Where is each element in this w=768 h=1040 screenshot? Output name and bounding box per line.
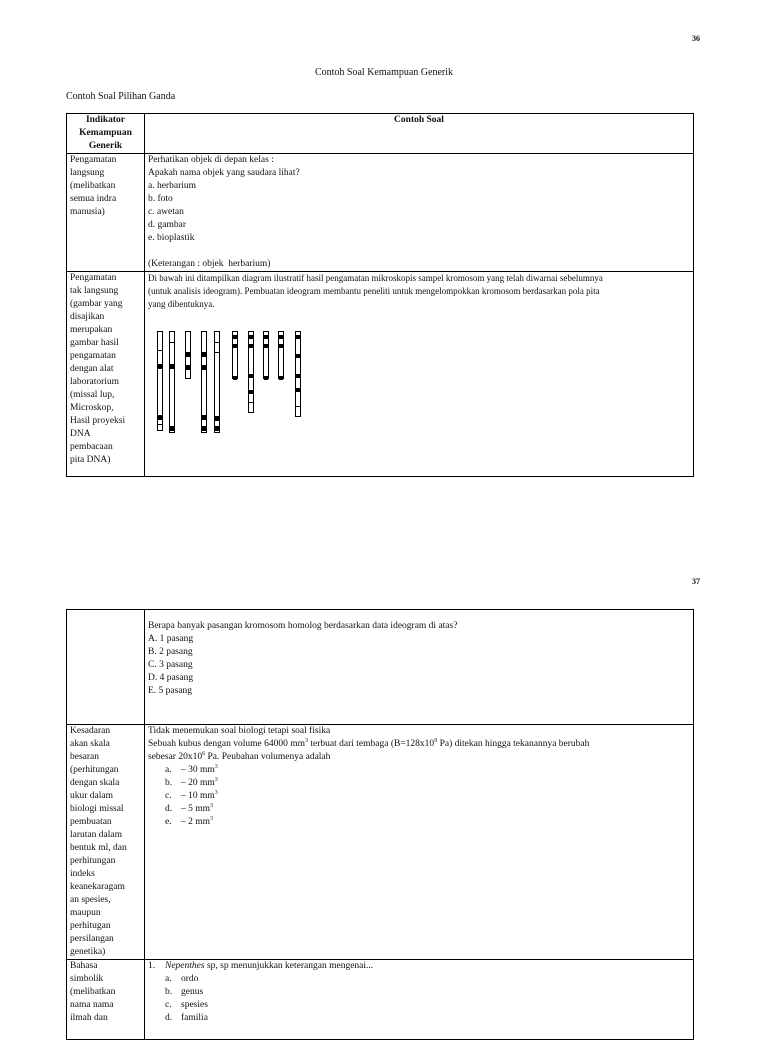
indicator-cell: Bahasa simbolik (melibatkan nama nama ilmah dan: [67, 960, 145, 1040]
chromosome: [232, 331, 238, 379]
indicator-cell: [67, 610, 145, 725]
answer-option: d. familia: [165, 1013, 208, 1023]
question-cell: Di bawah ini ditampilkan diagram ilustratif hasil pengamatan mikroskopis sampel kromosom yang telah diwarnai sebelumnya (untuk analisis ideogram). Pembuatan ideogram membantu peneliti untuk mengelompokkan kromosom berdasarkan pola pita yang dibentuknya.: [145, 272, 694, 477]
indicator-cell: Pengamatan tak langsung (gambar yang disajikan merupakan gambar hasil pengamatan dengan alat laboratorium (missal lup, Microskop, Hasil proyeksi DNA pembacaan pita DNA): [67, 272, 145, 477]
answer-option: e. – 2 $mm^3$: [165, 815, 214, 827]
question-intro: Tidak menemukan soal biologi tetapi soal fisika: [148, 726, 331, 736]
question-cell: Perhatikan objek di depan kelas : Apakah nama objek yang saudara lihat? a. herbarium b. foto c. awetan d. gambar e. bioplastik (Keterangan : objek herbarium): [145, 154, 694, 272]
page-number: 37: [692, 577, 700, 586]
chromosome: [185, 331, 191, 379]
question-table-page-37: [66, 609, 694, 1040]
answer-option: c. spesies: [165, 1000, 208, 1010]
question-cell: [145, 960, 694, 1040]
chromosome: [295, 331, 301, 417]
section-subtitle: Contoh Soal Pilihan Ganda: [66, 91, 176, 102]
answer-option: b. – 20 $mm^3$: [165, 776, 218, 788]
chromosome: [263, 331, 269, 379]
indicator-cell: Kesadaran akan skala besaran (perhitungan dengan skala ukur dalam biologi missal pembuatan larutan dalam bentuk ml, dan perhitungan indeks keanekaragam an spesies, maupun perhitugan persilangan genetika): [67, 725, 145, 960]
chromosome: [201, 331, 207, 433]
answer-option: c. – 10 $mm^3$: [165, 789, 218, 801]
page-number: 36: [692, 34, 700, 43]
answer-option: b. genus: [165, 987, 204, 997]
header-indicator: Indikator Kemampuan Generik: [67, 114, 145, 154]
chromosome: [278, 331, 284, 379]
question-text: 1. Nepenthes sp, sp menunjukkan keterangan mengenai...: [148, 961, 374, 971]
question-text: Sebuah kubus dengan volume 64000 $mm^3$ terbuat dari tembaga ($B=128x10^9$ Pa) ditekan hingga tekanannya berubah: [148, 737, 590, 749]
chromosome: [169, 331, 175, 433]
page-title: Contoh Soal Kemampuan Generik: [314, 67, 454, 78]
answer-option: a. – 30 $mm^3$: [165, 763, 218, 775]
header-question: Contoh Soal: [145, 114, 694, 154]
chromosome: [248, 331, 254, 413]
question-text: sebesar $20x10^6$ Pa. Peubahan volumenya adalah: [148, 750, 331, 762]
indicator-cell: Pengamatan langsung (melibatkan semua indra manusia): [67, 154, 145, 272]
question-cell: [145, 725, 694, 960]
question-cell: Berapa banyak pasangan kromosom homolog berdasarkan data ideogram di atas? A. 1 pasang B. 2 pasang C. 3 pasang D. 4 pasang E. 5 pasang: [145, 610, 694, 725]
answer-option: a. ordo: [165, 974, 199, 984]
chromosome-ideogram-icon: [148, 331, 690, 441]
chromosome: [214, 331, 220, 433]
answer-option: d. – 5 $mm^3$: [165, 802, 214, 814]
question-table-page-36: [66, 113, 694, 477]
chromosome: [157, 331, 163, 431]
